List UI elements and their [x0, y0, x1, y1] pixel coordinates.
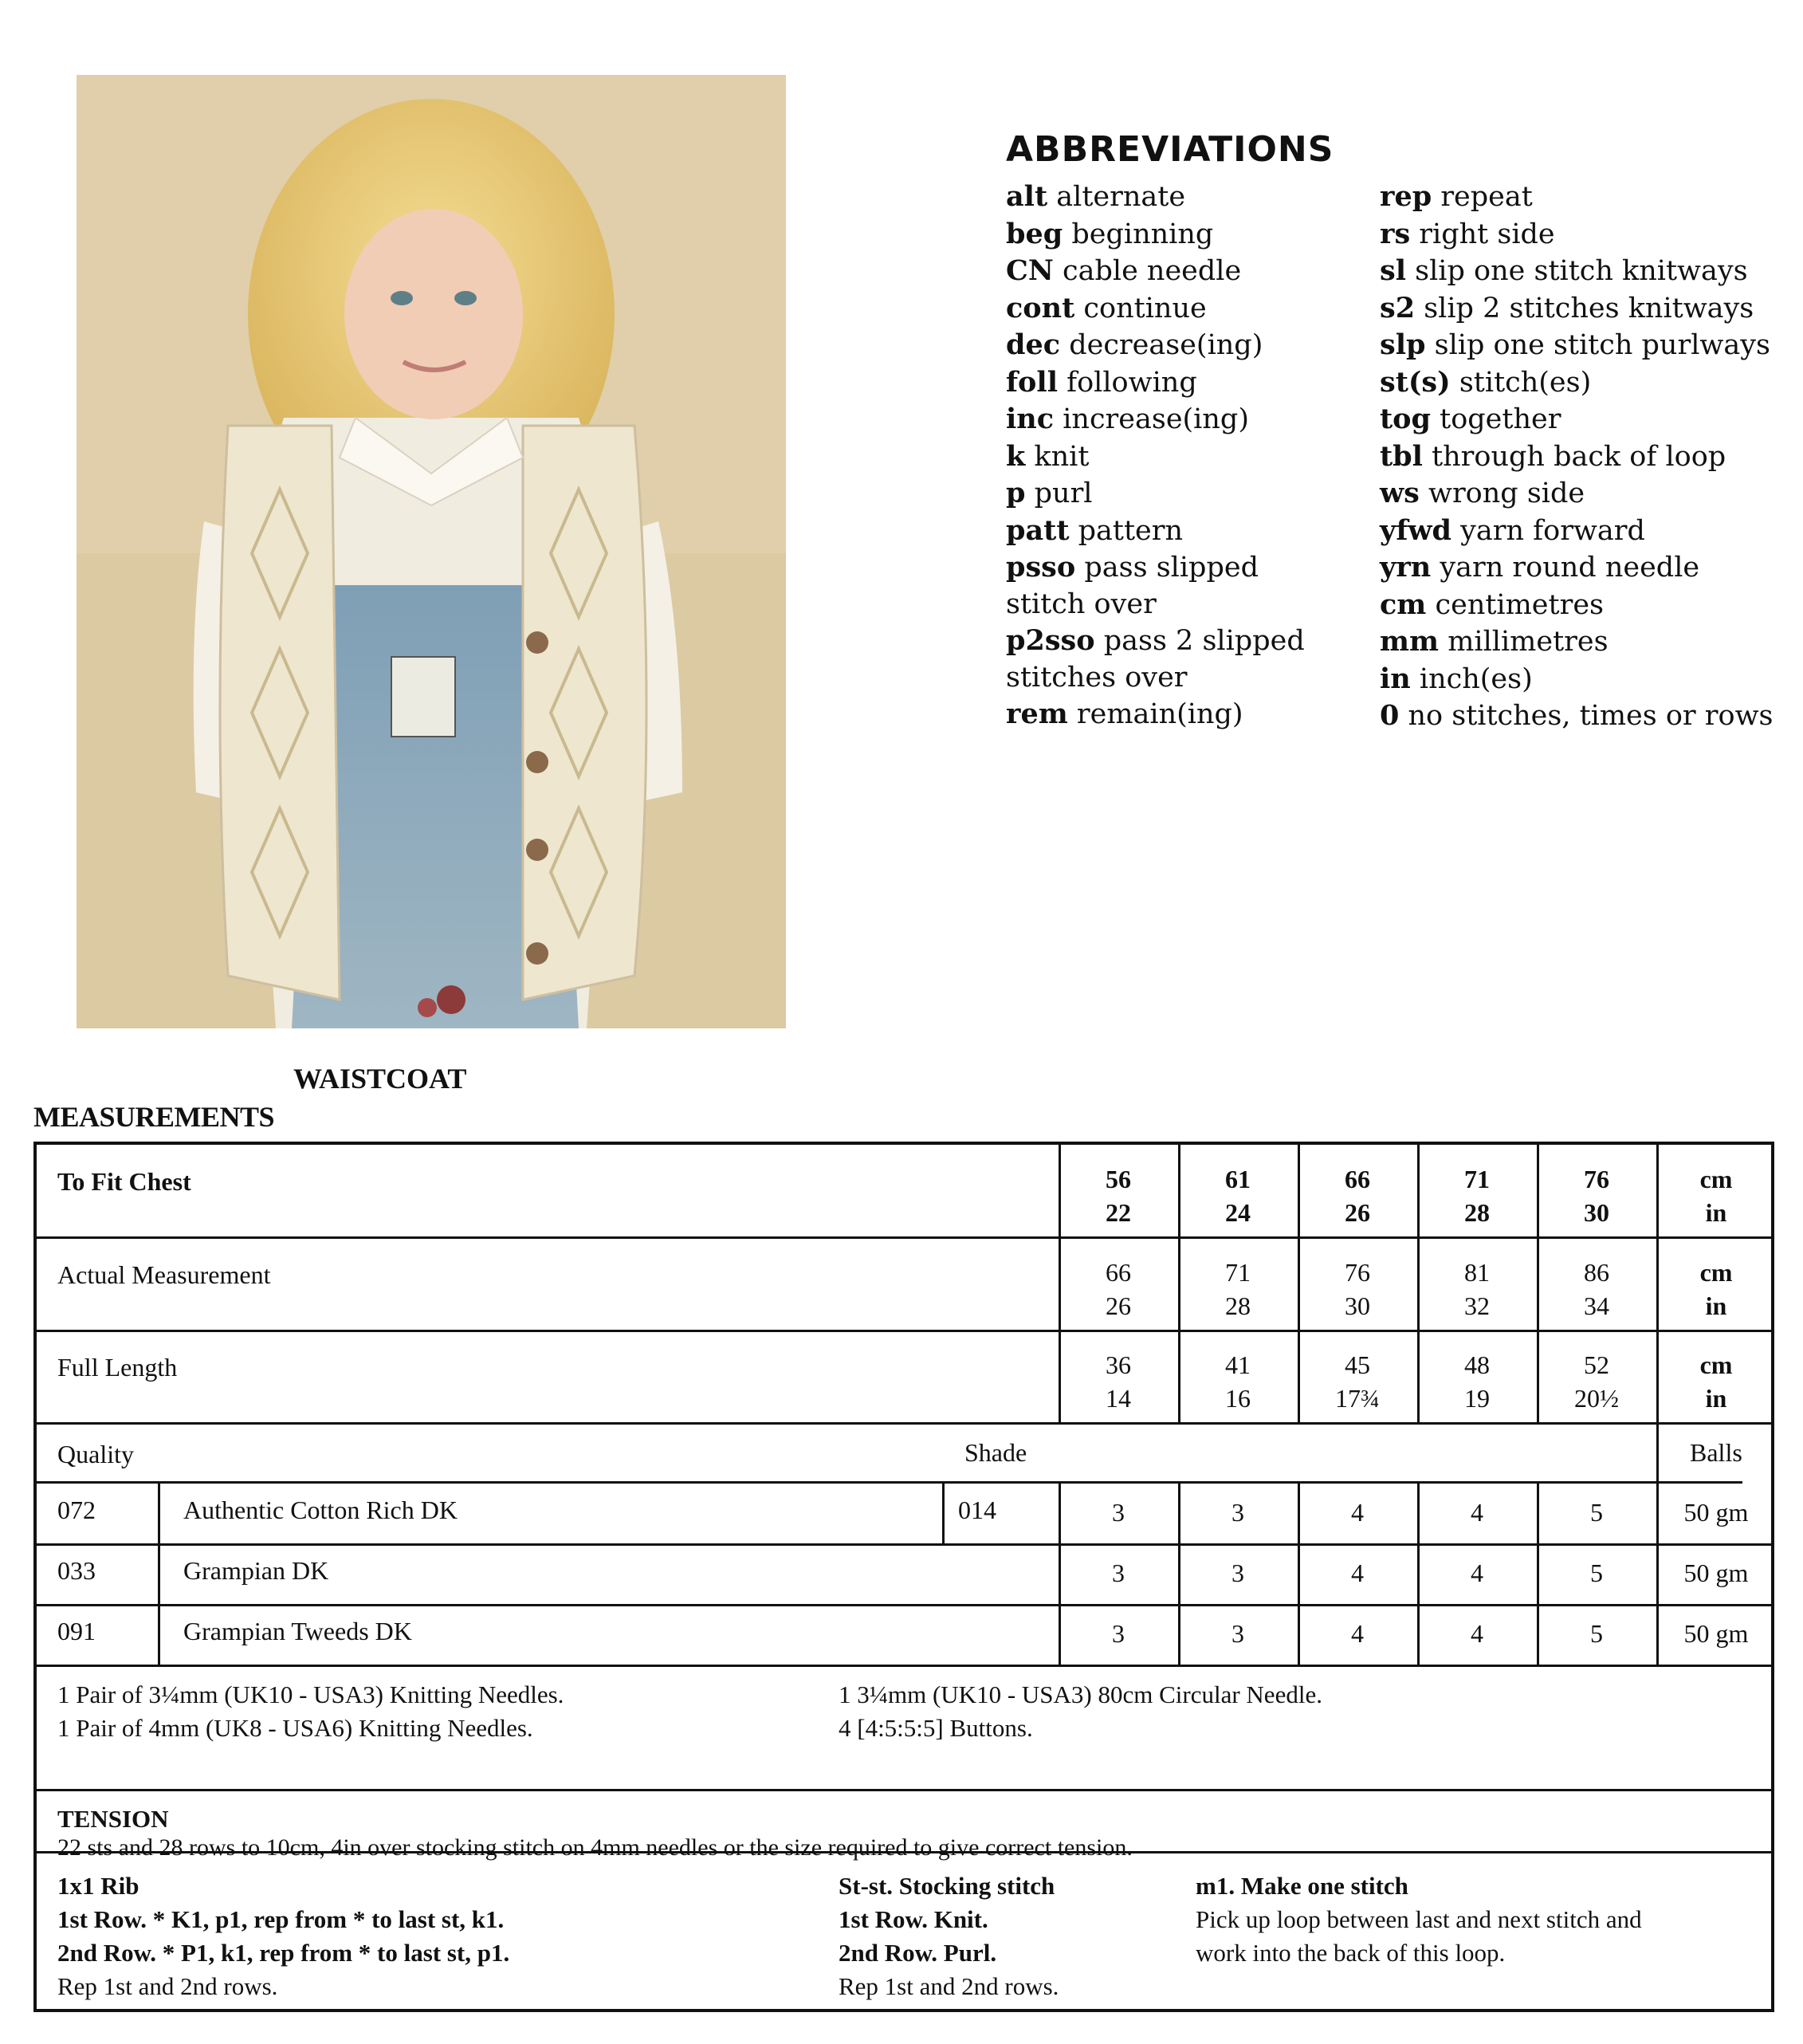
photo-illustration	[77, 75, 786, 1028]
size-value-actual	[1063, 1256, 1174, 1323]
abbreviation-meaning: continue	[1083, 292, 1207, 324]
shade-header: Shade	[964, 1438, 1027, 1467]
yarn-code: 091	[57, 1617, 96, 1645]
measurements-table	[33, 1142, 1774, 2012]
abbreviation-meaning: no stitches, times or rows	[1408, 700, 1774, 732]
size-value-chest	[1302, 1162, 1413, 1229]
yarn-shade: 014	[958, 1496, 996, 1524]
size-value-in: 30	[1584, 1198, 1609, 1227]
circular-needle-line: 1 3¼mm (UK10 - USA3) 80cm Circular Needle.	[839, 1680, 1322, 1708]
divider	[1178, 1481, 1180, 1665]
abbreviation-term: 0	[1380, 699, 1400, 732]
abbreviations-left-column	[1006, 179, 1305, 733]
divider	[37, 1236, 1771, 1239]
stst-repeat: Rep 1st and 2nd rows.	[839, 1972, 1059, 2000]
divider	[37, 1665, 1771, 1667]
size-value-chest	[1421, 1162, 1533, 1229]
abbreviation-row	[1380, 587, 1774, 624]
divider	[1656, 1145, 1659, 1422]
abbreviation-row	[1380, 216, 1774, 254]
abbreviation-term: p	[1006, 477, 1026, 509]
abbreviation-row	[1006, 290, 1305, 328]
m1-line-2: work into the back of this loop.	[1196, 1939, 1506, 1967]
abbreviation-meaning: through back of loop	[1432, 440, 1726, 473]
waistcoat-title: WAISTCOAT	[293, 1063, 467, 1095]
size-value-in: 22	[1106, 1198, 1131, 1227]
abbreviation-row	[1006, 327, 1305, 364]
divider	[1537, 1481, 1539, 1665]
size-value-in: 19	[1464, 1384, 1490, 1413]
abbreviation-meaning: decrease(ing)	[1069, 329, 1263, 361]
abbreviation-term: cont	[1006, 291, 1075, 324]
abbreviation-meaning: slip one stitch purlways	[1434, 329, 1770, 361]
size-value-cm: 86	[1584, 1258, 1609, 1287]
row-label-actual: Actual Measurement	[57, 1260, 271, 1289]
abbreviation-meaning: knit	[1034, 440, 1090, 473]
ball-count: 3	[1112, 1559, 1125, 1587]
abbreviation-term: foll	[1006, 365, 1058, 399]
ball-count: 3	[1231, 1619, 1244, 1648]
rib-repeat: Rep 1st and 2nd rows.	[57, 1972, 278, 2000]
abbreviation-row	[1006, 549, 1305, 587]
ball-count: 4	[1351, 1619, 1364, 1648]
abbreviation-meaning: pass 2 slipped	[1103, 625, 1305, 657]
unit-cm: cm	[1699, 1165, 1733, 1193]
abbreviation-meaning: purl	[1034, 478, 1093, 509]
abbreviation-term: k	[1006, 439, 1026, 473]
needles-line-1: 1 Pair of 3¼mm (UK10 - USA3) Knitting Needles.	[57, 1680, 564, 1708]
abbreviation-row	[1006, 438, 1305, 476]
size-unit	[1660, 1256, 1772, 1323]
divider	[1059, 1481, 1061, 1665]
abbreviations-right-column	[1380, 179, 1774, 735]
size-value-in: 32	[1464, 1291, 1490, 1320]
divider	[1417, 1481, 1420, 1665]
size-value-length	[1541, 1348, 1652, 1415]
abbreviation-row	[1380, 513, 1774, 550]
ball-count: 3	[1112, 1619, 1125, 1648]
abbreviation-term: ws	[1380, 477, 1420, 509]
abbreviation-term: patt	[1006, 513, 1070, 547]
yarn-name: Grampian Tweeds DK	[183, 1617, 412, 1645]
abbreviation-row	[1006, 401, 1305, 438]
divider	[1656, 1422, 1659, 1481]
abbreviation-term: in	[1380, 662, 1411, 695]
size-value-actual	[1302, 1256, 1413, 1323]
abbreviation-row	[1380, 698, 1774, 735]
abbreviation-row	[1380, 623, 1774, 661]
divider	[158, 1481, 160, 1665]
size-value-cm: 45	[1345, 1350, 1370, 1379]
abbreviation-term: inc	[1006, 403, 1055, 435]
divider	[1656, 1481, 1659, 1665]
rib-title: 1x1 Rib	[57, 1872, 139, 1900]
abbreviation-term: rep	[1380, 180, 1432, 213]
size-value-cm: 52	[1584, 1350, 1609, 1379]
ball-count: 3	[1231, 1559, 1244, 1587]
abbreviation-row	[1006, 587, 1305, 623]
abbreviation-meaning: slip 2 stitches knitways	[1424, 292, 1754, 324]
m1-line-1: Pick up loop between last and next stitch and	[1196, 1905, 1642, 1933]
abbreviation-row	[1006, 513, 1305, 550]
size-value-length	[1302, 1348, 1413, 1415]
size-value-in: 14	[1106, 1384, 1131, 1413]
divider	[37, 1330, 1771, 1332]
abbreviation-meaning: yarn round needle	[1440, 552, 1700, 584]
abbreviation-meaning: together	[1440, 403, 1561, 435]
abbreviation-row	[1006, 623, 1305, 660]
abbreviation-meaning: beginning	[1071, 218, 1214, 250]
abbreviation-meaning: right side	[1419, 218, 1555, 250]
abbreviation-term: s2	[1380, 291, 1416, 324]
abbreviation-term: tbl	[1380, 439, 1423, 473]
abbreviation-row	[1380, 364, 1774, 402]
unit-in: in	[1705, 1384, 1727, 1413]
abbreviation-meaning: increase(ing)	[1063, 403, 1249, 435]
abbreviation-row	[1380, 438, 1774, 476]
ball-count: 4	[1351, 1559, 1364, 1587]
abbreviation-row	[1380, 179, 1774, 216]
abbreviation-meaning: pass slipped	[1084, 552, 1259, 584]
abbreviation-row	[1380, 401, 1774, 438]
size-value-in: 24	[1225, 1198, 1251, 1227]
unit-cm: cm	[1699, 1258, 1733, 1287]
size-value-in: 26	[1345, 1198, 1370, 1227]
abbreviation-row	[1380, 475, 1774, 513]
abbreviation-term: alt	[1006, 180, 1048, 213]
ball-count: 3	[1231, 1498, 1244, 1527]
divider	[37, 1604, 1771, 1606]
ball-weight: 50 gm	[1683, 1559, 1749, 1587]
tension-title: TENSION	[57, 1805, 169, 1833]
abbreviation-meaning: stitch over	[1006, 588, 1157, 620]
abbreviation-term: rs	[1380, 217, 1411, 250]
size-value-in: 34	[1584, 1291, 1609, 1320]
divider	[1537, 1145, 1539, 1422]
yarn-name: Grampian DK	[183, 1556, 329, 1585]
m1-title: m1. Make one stitch	[1196, 1872, 1408, 1900]
size-value-chest	[1541, 1162, 1652, 1229]
divider	[37, 1422, 1771, 1425]
yarn-name: Authentic Cotton Rich DK	[183, 1496, 458, 1524]
abbreviation-row	[1006, 179, 1305, 216]
size-value-cm: 66	[1345, 1165, 1370, 1193]
size-value-cm: 81	[1464, 1258, 1490, 1287]
size-value-cm: 76	[1345, 1258, 1370, 1287]
size-unit	[1660, 1348, 1772, 1415]
abbreviation-meaning: following	[1066, 366, 1197, 399]
stst-row-1: 1st Row. Knit.	[839, 1905, 988, 1933]
abbreviation-row	[1006, 660, 1305, 697]
abbreviation-row	[1380, 290, 1774, 328]
abbreviation-row	[1006, 475, 1305, 513]
yarn-code: 033	[57, 1556, 96, 1585]
size-value-actual	[1182, 1256, 1294, 1323]
ball-count: 5	[1590, 1619, 1603, 1648]
divider	[1298, 1145, 1300, 1422]
stst-row-2: 2nd Row. Purl.	[839, 1939, 997, 1967]
unit-cm: cm	[1699, 1350, 1733, 1379]
abbreviation-meaning: stitch(es)	[1459, 366, 1592, 399]
divider	[37, 1481, 1742, 1484]
size-value-cm: 48	[1464, 1350, 1490, 1379]
divider	[37, 1543, 1771, 1546]
rib-row-2: 2nd Row. * P1, k1, rep from * to last st, p1.	[57, 1939, 510, 1967]
rib-row-1: 1st Row. * K1, p1, rep from * to last st, k1.	[57, 1905, 505, 1933]
size-value-cm: 61	[1225, 1165, 1251, 1193]
unit-in: in	[1705, 1198, 1727, 1227]
abbreviation-meaning: cable needle	[1063, 255, 1242, 287]
size-value-in: 28	[1225, 1291, 1251, 1320]
divider	[37, 1789, 1771, 1791]
size-value-actual	[1421, 1256, 1533, 1323]
size-value-cm: 76	[1584, 1165, 1609, 1193]
size-value-in: 30	[1345, 1291, 1370, 1320]
abbreviation-row	[1380, 327, 1774, 364]
abbreviation-term: cm	[1380, 588, 1427, 621]
abbreviation-meaning: remain(ing)	[1076, 698, 1243, 730]
ball-count: 5	[1590, 1498, 1603, 1527]
abbreviation-term: beg	[1006, 217, 1063, 250]
size-value-chest	[1063, 1162, 1174, 1229]
abbreviation-meaning: wrong side	[1428, 478, 1585, 509]
buttons-line: 4 [4:5:5:5] Buttons.	[839, 1714, 1033, 1742]
abbreviation-row	[1006, 253, 1305, 290]
abbreviation-meaning: inch(es)	[1419, 662, 1533, 695]
abbreviation-row	[1380, 549, 1774, 587]
row-label-chest: To Fit Chest	[57, 1167, 191, 1196]
ball-weight: 50 gm	[1683, 1619, 1749, 1648]
size-value-in: 26	[1106, 1291, 1131, 1320]
abbreviation-meaning: centimetres	[1435, 588, 1604, 621]
divider	[942, 1481, 945, 1543]
size-value-in: 28	[1464, 1198, 1490, 1227]
size-value-cm: 71	[1464, 1165, 1490, 1193]
measurements-title: MEASUREMENTS	[33, 1101, 275, 1133]
abbreviation-row	[1380, 253, 1774, 290]
abbreviation-term: slp	[1380, 328, 1426, 361]
divider	[1178, 1145, 1180, 1422]
ball-count: 4	[1471, 1619, 1483, 1648]
size-value-cm: 36	[1106, 1350, 1131, 1379]
abbreviation-term: CN	[1006, 254, 1054, 287]
abbreviation-term: mm	[1380, 625, 1440, 658]
size-value-cm: 66	[1106, 1258, 1131, 1287]
tension-text: 22 sts and 28 rows to 10cm, 4in over stocking stitch on 4mm needles or the size required to give correct tension.	[57, 1834, 1133, 1861]
abbreviation-row	[1380, 661, 1774, 698]
abbreviation-meaning: stitches over	[1006, 661, 1188, 694]
size-value-cm: 56	[1106, 1165, 1131, 1193]
row-label-length: Full Length	[57, 1353, 178, 1382]
abbreviation-term: dec	[1006, 328, 1061, 361]
unit-in: in	[1705, 1291, 1727, 1320]
needles-line-2: 1 Pair of 4mm (UK8 - USA6) Knitting Needles.	[57, 1714, 533, 1742]
child-waistcoat-photo	[77, 75, 786, 1028]
abbreviation-term: yfwd	[1380, 513, 1451, 547]
size-value-cm: 41	[1225, 1350, 1251, 1379]
balls-header: Balls	[1690, 1438, 1742, 1467]
abbreviation-term: psso	[1006, 551, 1076, 584]
abbreviation-row	[1006, 696, 1305, 733]
size-unit	[1660, 1162, 1772, 1229]
abbreviation-term: tog	[1380, 403, 1431, 435]
quality-header: Quality	[57, 1440, 134, 1468]
ball-count: 4	[1351, 1498, 1364, 1527]
size-value-chest	[1182, 1162, 1294, 1229]
abbreviation-meaning: pattern	[1078, 514, 1184, 547]
size-value-cm: 71	[1225, 1258, 1251, 1287]
abbreviation-meaning: millimetres	[1448, 626, 1609, 658]
abbreviation-row	[1006, 364, 1305, 402]
size-value-actual	[1541, 1256, 1652, 1323]
size-value-in: 20½	[1574, 1384, 1619, 1413]
abbreviation-meaning: alternate	[1056, 181, 1186, 213]
abbreviation-meaning: slip one stitch knitways	[1415, 255, 1748, 287]
ball-weight: 50 gm	[1683, 1498, 1749, 1527]
divider	[1298, 1481, 1300, 1665]
size-value-in: 17¾	[1335, 1384, 1380, 1413]
abbreviation-meaning: repeat	[1440, 181, 1533, 213]
ball-count: 5	[1590, 1559, 1603, 1587]
ball-count: 4	[1471, 1498, 1483, 1527]
stst-title: St-st. Stocking stitch	[839, 1872, 1055, 1900]
abbreviation-row	[1006, 216, 1305, 254]
ball-count: 4	[1471, 1559, 1483, 1587]
abbreviation-term: st(s)	[1380, 365, 1451, 399]
ball-count: 3	[1112, 1498, 1125, 1527]
divider	[1417, 1145, 1420, 1422]
size-value-length	[1063, 1348, 1174, 1415]
yarn-code: 072	[57, 1496, 96, 1524]
abbreviations-title: ABBREVIATIONS	[1006, 129, 1334, 170]
size-value-length	[1182, 1348, 1294, 1415]
size-value-in: 16	[1225, 1384, 1251, 1413]
abbreviation-term: p2sso	[1006, 624, 1095, 657]
abbreviation-meaning: yarn forward	[1460, 514, 1645, 547]
divider	[1059, 1145, 1061, 1422]
size-value-length	[1421, 1348, 1533, 1415]
abbreviation-term: rem	[1006, 698, 1068, 730]
abbreviation-term: sl	[1380, 254, 1407, 287]
abbreviation-term: yrn	[1380, 551, 1432, 584]
